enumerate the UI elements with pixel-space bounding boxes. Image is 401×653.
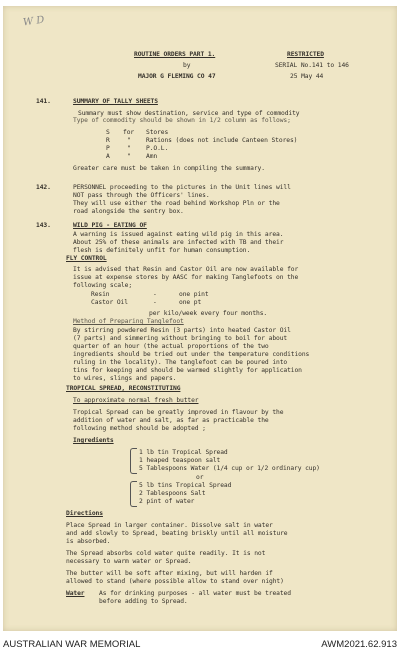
body-line: They will use either the road behind Workshop Pln or the [73,200,280,207]
body-line: ingredients should be tried out under the temperature conditions [73,351,310,358]
ingredient-line: 5 Tablespoons Water (1/4 cup or 1/2 ordinary cup) [139,465,320,472]
document-sheet [3,6,397,631]
body-line: is absorbed. [66,538,111,545]
body-line: addition of water and salt, as far as practicable the [73,417,269,424]
code-desc: Amn [146,153,158,160]
label-water: Water [66,590,85,597]
body-line: following method should be adopted ; [73,425,206,432]
body-line: Summary must show destination, service and type of commodity [78,110,300,117]
body-line: road alongside the sentry box. [73,208,184,215]
scale-qty: one pint [179,291,209,298]
code-for: " [127,145,131,152]
body-line: quarter of an hour (the actual proportions of the two [73,343,269,350]
body-line: allowed to stand (where possible allow to stand over night) [66,578,284,585]
archive-footer [0,637,401,653]
body-line: (7 parts) and simmering without bringing to boil for about [73,335,288,342]
body-line: The butter will be soft after mixing, but will harden if [66,570,273,577]
body-line: following scale; [73,282,133,289]
order-number-142: 142. [36,184,51,191]
document-title: ROUTINE ORDERS PART 1. [134,51,216,58]
body-line: issue at expense stores by AASC for making Tanglefoots on the [73,274,299,281]
body-line: flesh is definitely unfit for human consumption. [73,247,251,254]
heading-method: Method of Preparing Tanglefoot [73,318,184,325]
body-line: Tropical Spread can be greatly improved in flavour by the [73,409,284,416]
body-line: Place Spread in larger container. Dissolve salt in water [66,522,273,529]
ingredient-line: 1 lb tin Tropical Spread [139,449,228,456]
heading-fly-control: FLY CONTROL [66,255,107,262]
code-for: " [127,137,131,144]
code-desc: Rations (does not include Canteen Stores) [146,137,298,144]
body-line: As for drinking purposes - all water must be treated [99,590,291,597]
heading-tally-sheets: SUMMARY OF TALLY SHEETS [73,98,158,105]
ingredient-line: 2 Tablespoons Salt [139,490,206,497]
code-desc: P.O.L. [146,145,169,152]
body-line: necessary to warm water or Spread. [66,558,192,565]
ingredient-line: 1 heaped teaspoon salt [139,457,221,464]
order-date: 25 May 44 [290,73,324,80]
code-letter: P [106,145,110,152]
subheading-fresh-butter: To approximate normal fresh butter [73,397,199,404]
heading-directions: Directions [66,510,103,517]
body-line: It is advised that Resin and Castor Oil are now available for [73,266,299,273]
body-line: The Spread absorbs cold water quite readily. It is not [66,550,266,557]
footer-accession-number: AWM2021.62.913 [321,639,397,650]
heading-tropical-spread: TROPICAL SPREAD, RECONSTITUTING [66,385,181,392]
body-line: Type of commodity should be shown in 1/2 column as follows; [73,117,291,124]
scale-period: per kilo/week every four months. [149,310,268,317]
scale-dash: - [153,299,157,306]
body-line: to wires, slings and papers. [73,375,177,382]
restricted-label: RESTRICTED [287,51,324,58]
ingredients-or: or [196,474,204,481]
footer-institution: AUSTRALIAN WAR MEMORIAL [3,639,141,650]
code-for: " [127,153,131,160]
scale-item: Resin [91,291,110,298]
scale-dash: - [153,291,157,298]
heading-ingredients: Ingredients [73,437,114,444]
body-line: By stirring powdered Resin (3 parts) into heated Castor Oil [73,327,291,334]
body-line: ruling in the locality). The tanglefoot can be poured into [73,359,288,366]
code-desc: Stores [146,129,169,136]
commander-line: MAJOR G FLEMING CO 47 [138,73,216,80]
ingredient-line: 5 lb tins Tropical Spread [139,482,232,489]
order-number-143: 143. [36,222,51,229]
scale-item: Castor Oil [91,299,128,306]
pencil-mark: W D [22,14,46,29]
body-line: Greater care must be taken in compiling the summary. [73,165,265,172]
body-line: NOT pass through the Officers' lines. [73,192,210,199]
code-for: for [123,129,135,136]
order-number-141: 141. [36,98,51,105]
scale-qty: one pt [179,299,202,306]
body-line: tins for keeping and should be warmed slightly for application [73,367,302,374]
body-line: PERSONNEL proceeding to the pictures in the Unit lines will [73,184,291,191]
code-letter: S [106,129,110,136]
code-letter: A [106,153,110,160]
ingredients-brace [130,448,137,474]
ingredient-line: 2 pint of water [139,498,195,505]
body-line: and add slowly to Spread, beating briskly until all moisture [66,530,288,537]
heading-wild-pig: WILD PIG - EATING OF [73,222,147,229]
body-line: About 25% of these animals are infected with TB and their [73,239,284,246]
ingredients-brace [130,481,137,507]
body-line: A warning is issued against eating wild pig in this area. [73,231,284,238]
body-line: before adding to Spread. [99,598,188,605]
serial-number: SERIAL No.141 to 146 [275,62,349,69]
by-label: by [183,62,191,69]
code-letter: R [106,137,110,144]
